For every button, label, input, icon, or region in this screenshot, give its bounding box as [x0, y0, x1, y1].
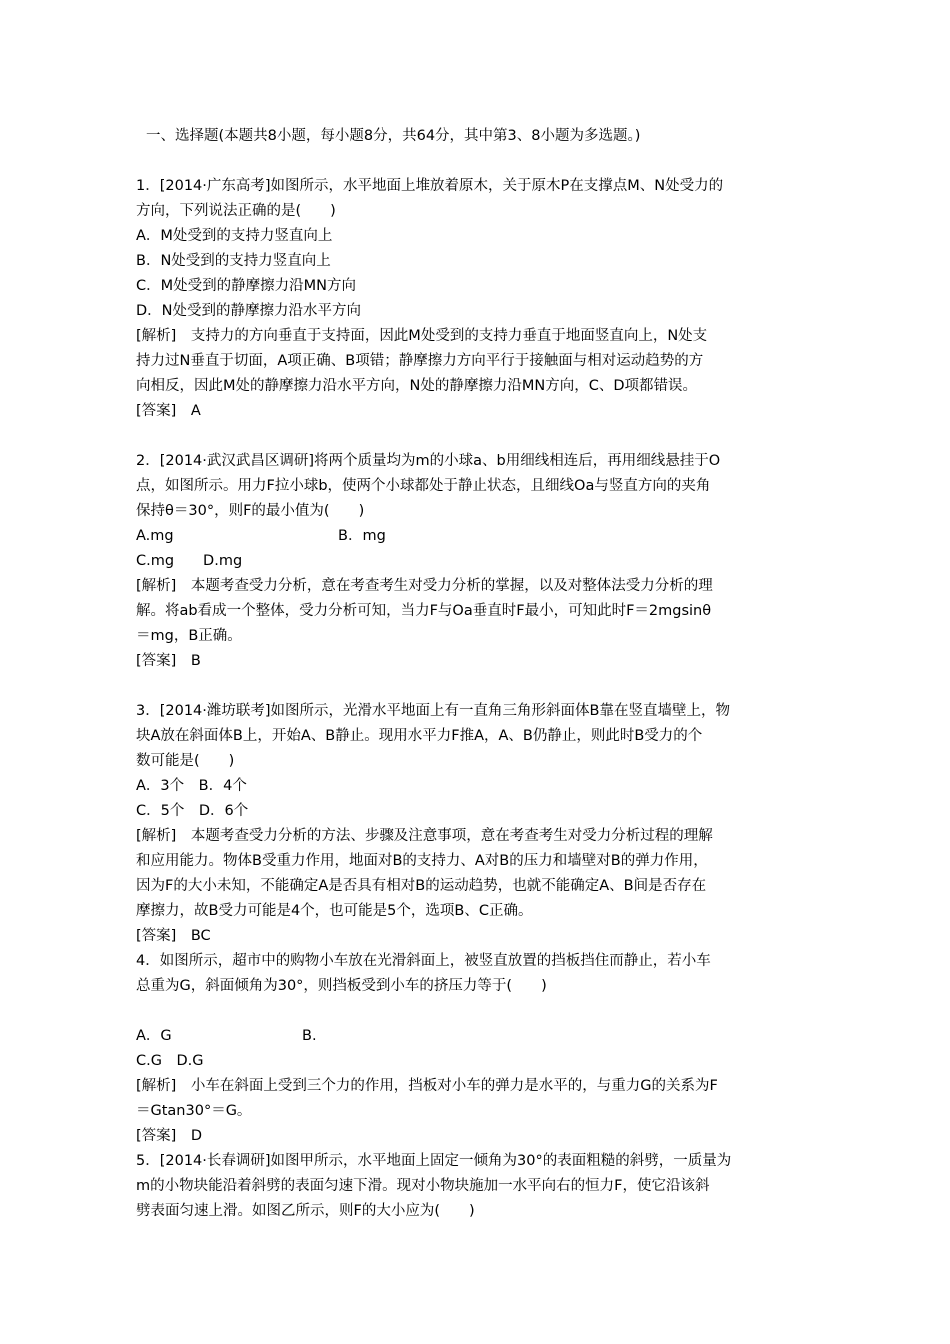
spacer [136, 149, 816, 174]
question-stem-line: 4．如图所示，超市中的购物小车放在光滑斜面上，被竖直放置的挡板挡住而静止，若小车 [136, 953, 711, 969]
options-row: A．3个 B．4个 [136, 778, 247, 794]
analysis-line: [解析] 本题考查受力分析的方法、步骤及注意事项，意在考查考生对受力分析过程的理解 [136, 828, 713, 844]
question-4 [136, 949, 816, 1149]
analysis-line: [解析] 本题考查受力分析，意在考查考生对受力分析的掌握，以及对整体法受力分析的理 [136, 578, 713, 594]
question-stem-line: 数可能是( ) [136, 753, 235, 769]
analysis-line: [解析] 小车在斜面上受到三个力的作用，挡板对小车的弹力是水平的，与重力G的关系为F [136, 1078, 718, 1094]
question-3 [136, 699, 816, 949]
question-stem-line: 点，如图所示。用力F拉小球b，使两个小球都处于静止状态，且细线Oa与竖直方向的夹角 [136, 478, 711, 494]
spacer [136, 674, 816, 699]
options-row: C.mg D.mg [136, 553, 243, 569]
question-stem-line: 3．[2014·潍坊联考]如图所示，光滑水平地面上有一直角三角形斜面体B靠在竖直墙壁上，物 [136, 703, 730, 719]
options-row: C．5个 D．6个 [136, 803, 249, 819]
options-row [136, 524, 816, 549]
analysis-line: 因为F的大小未知，不能确定A是否具有相对B的运动趋势，也就不能确定A、B间是否存在 [136, 878, 707, 894]
answer-line: [答案] BC [136, 928, 211, 944]
question-stem-line: 2．[2014·武汉武昌区调研]将两个质量均为m的小球a、b用细线相连后，再用细线悬挂于O [136, 453, 721, 469]
question-5 [136, 1149, 816, 1224]
question-stem-line: 方向，下列说法正确的是( ) [136, 203, 336, 219]
option-c: C．M处受到的静摩擦力沿MN方向 [136, 278, 356, 294]
question-stem-line: 总重为G，斜面倾角为30°，则挡板受到小车的挤压力等于( ) [136, 978, 547, 994]
analysis-line: 持力过N垂直于切面，A项正确、B项错；静摩擦力方向平行于接触面与相对运动趋势的方 [136, 353, 704, 369]
analysis-line: 解。将ab看成一个整体，受力分析可知，当力F与Oa垂直时F最小，可知此时F＝2mgsinθ [136, 603, 712, 619]
analysis-line: ＝Gtan30°＝G。 [136, 1103, 252, 1119]
analysis-line: 摩擦力，故B受力可能是4个，也可能是5个，选项B、C正确。 [136, 903, 533, 919]
document-content [136, 124, 816, 1224]
option-d: D．N处受到的静摩擦力沿水平方向 [136, 303, 362, 319]
question-stem-line: 块A放在斜面体B上，开始A、B静止。现用水平力F推A，A、B仍静止，则此时B受力的个 [136, 728, 703, 744]
analysis-line: 向相反，因此M处的静摩擦力沿水平方向，N处的静摩擦力沿MN方向，C、D项都错误。 [136, 378, 698, 394]
options-row [136, 1024, 816, 1049]
analysis-line: 和应用能力。物体B受重力作用，地面对B的支持力、A对B的压力和墙壁对B的弹力作用， [136, 853, 708, 869]
question-stem-line: 5．[2014·长春调研]如图甲所示，水平地面上固定一倾角为30°的表面粗糙的斜劈，一质量为 [136, 1153, 732, 1169]
options-row: C.G D.G [136, 1053, 204, 1069]
answer-line: [答案] D [136, 1128, 202, 1144]
answer-line: [答案] B [136, 653, 201, 669]
option-b: B．N处受到的支持力竖直向上 [136, 253, 331, 269]
question-stem-line: 劈表面匀速上滑。如图乙所示，则F的大小应为( ) [136, 1203, 475, 1219]
analysis-line: [解析] 支持力的方向垂直于支持面，因此M处受到的支持力垂直于地面竖直向上，N处支 [136, 328, 708, 344]
analysis-line: ＝mg，B正确。 [136, 628, 242, 644]
option-a: A.mg [136, 528, 174, 544]
answer-line: [答案] A [136, 403, 201, 419]
question-2 [136, 449, 816, 674]
section-heading: 一、选择题(本题共8小题，每小题8分，共64分，其中第3、8小题为多选题。) [146, 128, 641, 144]
option-b: B．mg [338, 528, 386, 544]
spacer [136, 424, 816, 449]
question-stem-line: 保持θ＝30°，则F的最小值为( ) [136, 503, 365, 519]
question-stem-line: m的小物块能沿着斜劈的表面匀速下滑。现对小物块施加一水平向右的恒力F，使它沿该斜 [136, 1178, 710, 1194]
option-b: B. [302, 1028, 317, 1044]
option-a: A．M处受到的支持力竖直向上 [136, 228, 333, 244]
question-stem-line: 1．[2014·广东高考]如图所示，水平地面上堆放着原木，关于原木P在支撑点M、N处受力的 [136, 178, 724, 194]
question-1 [136, 174, 816, 424]
spacer [136, 999, 816, 1024]
option-a: A．G [136, 1028, 172, 1044]
